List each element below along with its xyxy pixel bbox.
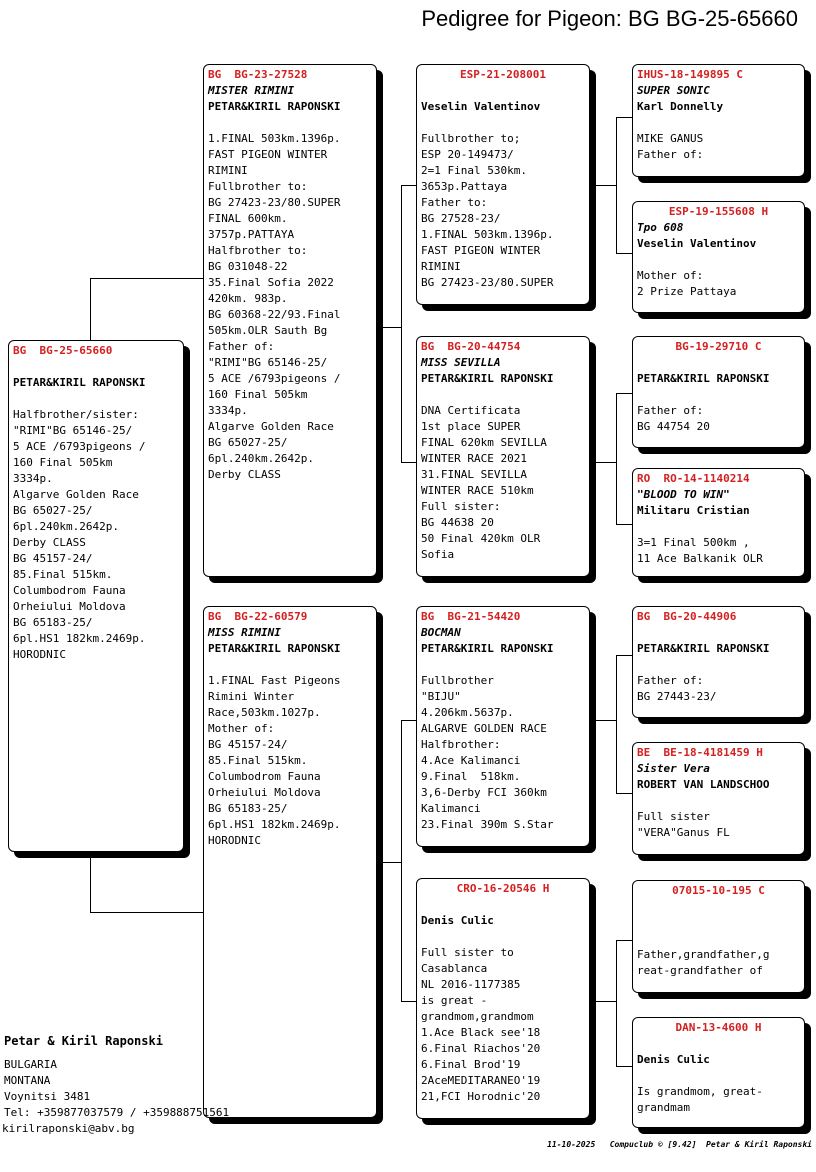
connector-line	[616, 393, 632, 394]
owner-name: PETAR&KIRIL RAPONSKI	[421, 372, 554, 385]
remark-line	[421, 115, 585, 131]
connector-line	[616, 940, 632, 941]
connector-line	[401, 185, 417, 186]
pigeon-card-subject[interactable]	[8, 340, 184, 852]
pigeon-name	[637, 355, 800, 371]
remark-line: RIMINI	[421, 260, 461, 273]
remark-line: FINAL 620km SEVILLA	[421, 436, 547, 449]
remark-line: 3653p.Pattaya	[421, 180, 508, 193]
remark-line: Father of:	[637, 674, 704, 687]
pigeon-card-sds[interactable]	[632, 336, 805, 448]
remark-line: 5 ACE /6793pigeons /	[208, 372, 341, 385]
remark-line: Orheiului Moldova	[13, 600, 126, 613]
pigeon-name	[421, 83, 585, 99]
remark-line: Columbodrom Fauna	[13, 584, 126, 597]
remark-line	[421, 657, 585, 673]
remark-line: grandmam	[637, 1101, 690, 1114]
remark-line: Is grandmom, great-	[637, 1085, 763, 1098]
remark-line: 2=1 Final 530km.	[421, 164, 527, 177]
ring-number: BG BG-25-65660	[13, 344, 113, 357]
remark-line: BG 27423-23/80.SUPER	[421, 276, 554, 289]
connector-line	[401, 720, 402, 1001]
remark-line: BG 031048-22	[208, 260, 288, 273]
remark-line	[208, 657, 372, 673]
remark-line: Algarve Golden Race	[13, 488, 139, 501]
remark-line: 160 Final 505km	[13, 456, 113, 469]
remark-line: HORODNIC	[208, 834, 261, 847]
remark-line	[637, 793, 800, 809]
remark-line: 1.FINAL Fast Pigeons	[208, 674, 341, 687]
ring-number: BG BG-21-54420	[421, 610, 521, 623]
pigeon-card-sire-sire[interactable]	[416, 64, 590, 305]
pigeon-name	[637, 625, 800, 641]
remark-line: Mother of:	[637, 269, 704, 282]
ring-number: BG BG-20-44754	[421, 340, 521, 353]
ring-number: IHUS-18-149895 C	[637, 68, 743, 81]
pigeon-name: "BLOOD TO WIN"	[637, 488, 730, 501]
remark-line: BG 65027-25/	[208, 436, 288, 449]
ring-number: ESP-21-208001	[459, 68, 547, 81]
remark-line: Father of:	[637, 404, 704, 417]
connector-line	[616, 793, 632, 794]
remark-line: "RIMI"BG 65146-25/	[208, 356, 328, 369]
owner-name: PETAR&KIRIL RAPONSKI	[208, 642, 341, 655]
breeder-region: MONTANA	[4, 1074, 51, 1087]
connector-line	[616, 117, 632, 118]
remark-line: BG 45157-24/	[208, 738, 288, 751]
remark-line: 21,FCI Horodnic'20	[421, 1090, 541, 1103]
owner-name: ROBERT VAN LANDSCHOO	[637, 778, 770, 791]
remark-line: Orheiului Moldova	[208, 786, 321, 799]
pigeon-card-dss[interactable]	[632, 606, 805, 718]
remark-line: 505km.OLR Sauth Bg	[208, 324, 328, 337]
remark-line: 50 Final 420km OLR	[421, 532, 541, 545]
breeder-phone: Tel: +359877037579 / +359888751561	[4, 1106, 230, 1119]
remark-line: HORODNIC	[13, 648, 66, 661]
remark-line: 1.FINAL 503km.1396p.	[208, 132, 341, 145]
breeder-info	[2, 1033, 229, 1137]
remark-line: 23.Final 390m S.Star	[421, 818, 554, 831]
ring-number: ESP-19-155608 H	[668, 205, 769, 218]
ring-number: BE BE-18-4181459 H	[637, 746, 763, 759]
remark-line: 160 Final 505km	[208, 388, 308, 401]
pigeon-card-sire-dam[interactable]	[416, 336, 590, 577]
remark-line: Full sister	[637, 810, 710, 823]
remark-line	[208, 115, 372, 131]
remark-line: BG 65027-25/	[13, 504, 93, 517]
remark-line: Sofia	[421, 548, 455, 561]
owner-name: Militaru Cristian	[637, 504, 750, 517]
connector-line	[616, 117, 617, 253]
pigeon-name: MISS RIMINI	[208, 626, 281, 639]
remark-line: "VERA"Ganus FL	[637, 826, 730, 839]
connector-line	[90, 278, 204, 279]
remark-line: Kalimanci	[421, 802, 481, 815]
pigeon-card-ddd[interactable]	[632, 1017, 805, 1128]
connector-line	[90, 278, 91, 341]
remark-line	[637, 1068, 800, 1084]
remark-line: 2 Prize Pattaya	[637, 285, 737, 298]
remark-line: Casablanca	[421, 962, 488, 975]
pigeon-name: Sister Vera	[637, 762, 710, 775]
remark-line: 420km. 983p.	[208, 292, 288, 305]
connector-line	[590, 185, 616, 186]
remark-line	[637, 931, 800, 947]
remark-line: 3334p.	[13, 472, 53, 485]
remark-line: 6.Final Brod'19	[421, 1058, 521, 1071]
connector-line	[401, 720, 417, 721]
remark-line: Rimini Winter	[208, 690, 295, 703]
remark-line: 2AceMEDITARANEO'19	[421, 1074, 541, 1087]
remark-line: 4.Ace Kalimanci	[421, 754, 521, 767]
connector-line	[616, 655, 617, 793]
remark-line: MIKE GANUS	[637, 132, 704, 145]
remark-line: Derby CLASS	[13, 536, 86, 549]
pigeon-name: MISS SEVILLA	[421, 356, 501, 369]
remark-line: 3757p.PATTAYA	[208, 228, 295, 241]
connector-line	[616, 253, 632, 254]
owner-name: PETAR&KIRIL RAPONSKI	[637, 372, 770, 385]
pigeon-name: MISTER RIMINI	[208, 84, 295, 97]
remark-line: BG 27443-23/	[637, 690, 717, 703]
ring-number: BG BG-23-27528	[208, 68, 308, 81]
remark-line: 11 Ace Balkanik OLR	[637, 552, 763, 565]
connector-line	[616, 655, 632, 656]
remark-line	[637, 519, 800, 535]
remark-line: BG 27423-23/80.SUPER	[208, 196, 341, 209]
pigeon-card-sire[interactable]	[203, 64, 377, 577]
remark-line: Father to:	[421, 196, 488, 209]
remark-line: is great -	[421, 994, 488, 1007]
ring-number: DAN-13-4600 H	[675, 1021, 762, 1034]
remark-line: Fullbrother to:	[208, 180, 308, 193]
page-title: Pedigree for Pigeon: BG BG-25-65660	[421, 6, 798, 31]
ring-number: BG BG-22-60579	[208, 610, 308, 623]
ring-number: BG-19-29710 C	[675, 340, 762, 353]
remark-line: grandmom,grandmom	[421, 1010, 534, 1023]
connector-line	[616, 1066, 632, 1067]
connector-line	[590, 1001, 616, 1002]
remark-line: NL 2016-1177385	[421, 978, 521, 991]
pigeon-name	[421, 897, 585, 913]
pigeon-card-dsd[interactable]	[632, 742, 805, 855]
remark-line: Fullbrother to;	[421, 132, 521, 145]
pigeon-name	[637, 1036, 800, 1052]
owner-name: Veselin Valentinov	[421, 100, 541, 113]
breeder-address: Voynitsi 3481	[4, 1090, 91, 1103]
connector-line	[401, 462, 417, 463]
remark-line: "BIJU"	[421, 690, 461, 703]
remark-line: Mother of:	[208, 722, 275, 735]
remark-line: BG 60368-22/93.Final	[208, 308, 341, 321]
remark-line: WINTER RACE 2021	[421, 452, 527, 465]
remark-line: 6pl.HS1 182km.2469p.	[13, 632, 146, 645]
remark-line: FAST PIGEON WINTER	[208, 148, 328, 161]
connector-line	[401, 1001, 417, 1002]
owner-name: PETAR&KIRIL RAPONSKI	[208, 100, 341, 113]
pigeon-card-dam-dam[interactable]	[416, 878, 590, 1119]
remark-line: 6pl.HS1 182km.2469p.	[208, 818, 341, 831]
remark-line: 5 ACE /6793pigeons /	[13, 440, 146, 453]
ring-number: CRO-16-20546 H	[456, 882, 550, 895]
remark-line: 31.FINAL SEVILLA	[421, 468, 527, 481]
remark-line: 85.Final 515km.	[13, 568, 113, 581]
remark-line: BG 44754 20	[637, 420, 710, 433]
remark-line: "RIMI"BG 65146-25/	[13, 424, 133, 437]
remark-line	[637, 115, 800, 131]
owner-name: Karl Donnelly	[637, 100, 724, 113]
remark-line: Fullbrother	[421, 674, 494, 687]
remark-line: Halfbrother:	[421, 738, 501, 751]
remark-line: 35.Final Sofia 2022	[208, 276, 334, 289]
owner-name: PETAR&KIRIL RAPONSKI	[13, 376, 146, 389]
owner-name: Denis Culic	[421, 914, 494, 927]
remark-line	[637, 252, 800, 268]
footer-credit: 11-10-2025 Compuclub © [9.42] Petar & Kiril Raponski	[547, 1140, 812, 1149]
breeder-email[interactable]: kirilraponski@abv.bg	[2, 1122, 135, 1135]
connector-line	[401, 185, 402, 462]
owner-name	[637, 915, 800, 931]
remark-line: 1.Ace Black see'18	[421, 1026, 541, 1039]
remark-line: Halfbrother to:	[208, 244, 308, 257]
connector-line	[377, 862, 401, 863]
remark-line: WINTER RACE 510km	[421, 484, 534, 497]
pigeon-name: Tpo 608	[637, 221, 684, 234]
pigeon-card-sdd[interactable]	[632, 468, 805, 577]
remark-line: reat-grandfather of	[637, 964, 763, 977]
pigeon-card-dds[interactable]	[632, 880, 805, 993]
pigeon-card-dam-sire[interactable]	[416, 606, 590, 847]
remark-line: 9.Final 518km.	[421, 770, 521, 783]
remark-line: 3334p.	[208, 404, 248, 417]
remark-line: Race,503km.1027p.	[208, 706, 321, 719]
remark-line: 3=1 Final 500km ,	[637, 536, 750, 549]
owner-name: Denis Culic	[637, 1053, 710, 1066]
remark-line: Halfbrother/sister:	[13, 408, 139, 421]
remark-line: 85.Final 515km.	[208, 754, 308, 767]
owner-name: Veselin Valentinov	[637, 237, 757, 250]
connector-line	[90, 851, 91, 912]
breeder-country: BULGARIA	[4, 1058, 57, 1071]
remark-line: 6pl.240km.2642p.	[208, 452, 314, 465]
connector-line	[377, 327, 401, 328]
remark-line: Algarve Golden Race	[208, 420, 334, 433]
remark-line: RIMINI	[208, 164, 248, 177]
connector-line	[616, 393, 617, 524]
remark-line: ESP 20-149473/	[421, 148, 514, 161]
remark-line	[13, 391, 179, 407]
remark-line: BG 44638 20	[421, 516, 494, 529]
connector-line	[616, 524, 632, 525]
remark-line: FAST PIGEON WINTER	[421, 244, 541, 257]
remark-line: 3,6-Derby FCI 360km	[421, 786, 547, 799]
remark-line: BG 45157-24/	[13, 552, 93, 565]
remark-line: 4.206km.5637p.	[421, 706, 514, 719]
pigeon-card-ssd[interactable]	[632, 201, 805, 313]
owner-name: PETAR&KIRIL RAPONSKI	[637, 642, 770, 655]
remark-line: 1.FINAL 503km.1396p.	[421, 228, 554, 241]
remark-line: Father of:	[208, 340, 275, 353]
remark-line: Derby CLASS	[208, 468, 281, 481]
ring-number: RO RO-14-1140214	[637, 472, 750, 485]
remark-line: Father,grandfather,g	[637, 948, 770, 961]
owner-name: PETAR&KIRIL RAPONSKI	[421, 642, 554, 655]
connector-line	[590, 462, 616, 463]
remark-line: 6pl.240km.2642p.	[13, 520, 119, 533]
remark-line	[421, 387, 585, 403]
pigeon-name: BOCMAN	[421, 626, 461, 639]
connector-line	[90, 912, 204, 913]
remark-line: BG 65183-25/	[208, 802, 288, 815]
remark-line: Father of:	[637, 148, 704, 161]
breeder-name: Petar & Kiril Raponski	[4, 1034, 163, 1048]
remark-line: BG 27528-23/	[421, 212, 501, 225]
remark-line: ALGARVE GOLDEN RACE	[421, 722, 547, 735]
pigeon-name	[13, 359, 179, 375]
remark-line	[421, 929, 585, 945]
pigeon-name: SUPER SONIC	[637, 84, 710, 97]
remark-line: DNA Certificata	[421, 404, 521, 417]
remark-line: Full sister:	[421, 500, 501, 513]
remark-line: 1st place SUPER	[421, 420, 521, 433]
connector-line	[590, 720, 616, 721]
ring-number: 07015-10-195 C	[672, 884, 765, 897]
remark-line: BG 65183-25/	[13, 616, 93, 629]
remark-line: Columbodrom Fauna	[208, 770, 321, 783]
remark-line	[637, 387, 800, 403]
remark-line: 6.Final Riachos'20	[421, 1042, 541, 1055]
pigeon-name	[637, 899, 800, 915]
connector-line	[616, 940, 617, 1066]
remark-line: FINAL 600km.	[208, 212, 288, 225]
pigeon-card-sss[interactable]	[632, 64, 805, 177]
ring-number: BG BG-20-44906	[637, 610, 737, 623]
remark-line	[637, 657, 800, 673]
remark-line: Full sister to	[421, 946, 514, 959]
